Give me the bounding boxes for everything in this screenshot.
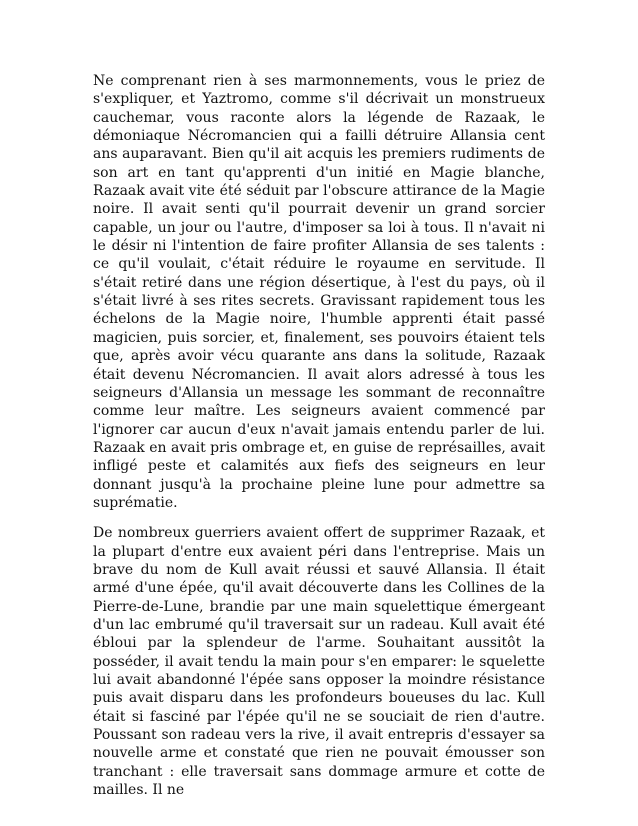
paragraph-kull-sword: De nombreux guerriers avaient offert de supprimer Razaak, et la plupart d'entre eux avaient péri dans l'entreprise. Mais un brave du nom de Kull avait réussi et sauvé Allansia. Il était armé d'une épée, qu'il avait découverte dans les Collines de la Pierre-de-Lune, brandie par une main squelettique émergeant d'un lac embrumé qu'il traversait sur un radeau. Kull avait été ébloui par la splendeur de l'arme. Souhaitant aussitôt la posséder, il avait tendu la main pour s'en emparer: le squelette lui avait abandonné l'épée sans opposer la moindre résistance puis avait disparu dans les profondeurs boueuses du lac. Kull était si fasciné par l'épée qu'il ne se souciait de rien d'autre. Poussant son radeau vers la rive, il avait entrepris d'essayer sa nouvelle arme et constaté que rien ne pouvait émousser son tranchant : elle traversait sans dommage armure et cotte de mailles. Il ne (93, 525, 545, 799)
paragraph-razaak-legend: Ne comprenant rien à ses marmonnements, vous le priez de s'expliquer, et Yaztromo, comme s'il décrivait un monstrueux cauchemar, vous raconte alors la légende de Razaak, le démoniaque Nécromancien qui a failli détruire Allansia cent ans auparavant. Bien qu'il ait acquis les premiers rudiments de son art en tant qu'apprenti d'un initié en Magie blanche, Razaak avait vite été séduit par l'obscure attirance de la Magie noire. Il avait senti qu'il pourrait devenir un grand sorcier capable, un jour ou l'autre, d'imposer sa loi à tous. Il n'avait ni le désir ni l'intention de faire profiter Allansia de ses talents : ce qu'il voulait, c'était réduire le royaume en servitude. Il s'était retiré dans une région désertique, à l'est du pays, où il s'était livré à ses rites secrets. Gravissant rapidement tous les échelons de la Magie noire, l'humble apprenti était passé magicien, puis sorcier, et, finalement, ses pouvoirs étaient tels que, après avoir vécu quarante ans dans la solitude, Razaak était devenu Nécromancien. Il avait alors adressé à tous les seigneurs d'Allansia un message les sommant de reconnaître comme leur maître. Les seigneurs avaient commencé par l'ignorer car aucun d'eux n'avait jamais entendu parler de lui. Razaak en avait pris ombrage et, en guise de représailles, avait infligé peste et calamités aux fiefs des seigneurs en leur donnant jusqu'à la prochaine pleine lune pour admettre sa suprématie. (93, 73, 545, 511)
text-column (93, 72, 545, 799)
